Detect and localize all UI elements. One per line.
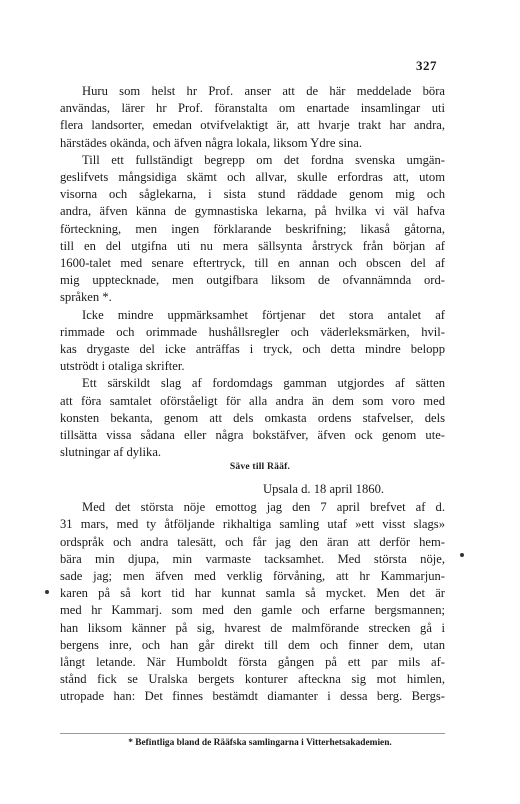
text-line: språken *. <box>60 290 112 305</box>
text-line: kas drygaste del icke anträffas i tryck, och detta mindre belopp <box>60 342 445 357</box>
text-line: andra, äfven känna de gymnastiska lekarna, på hvilka vi väl hafva <box>60 204 445 219</box>
text-line: Med det största nöje emottog jag den 7 april brefvet af d. <box>82 500 445 515</box>
text-line: förteckning, men ingen förklarande beskrifning; likaså gåtorna, <box>60 221 445 236</box>
text-line: med hr Kammarj. som med den gamle och erfarne bergsmannen; <box>60 603 445 618</box>
text-line: bergens inre, och han går direkt till dem och finner dem, utan <box>60 637 445 652</box>
text-line: geslifvets mångsidiga skämt och allvar, skulle erfordras att, utom <box>60 170 445 185</box>
text-line: utropade han: Det finnes bestämdt diamanter i dessa berg. Bergs- <box>60 689 445 704</box>
text-line: Huru som helst hr Prof. anser att de här meddelade böra <box>82 84 445 98</box>
text-line: mig upptecknade, men outgifbara liksom de ofvannämnda ord- <box>60 273 445 288</box>
text-line: användas, lärer hr Prof. föranstalta om enartade insamlingar uti <box>60 101 445 116</box>
text-line: ordspråk och andra talesätt, och får jag den äran att derför hem- <box>60 534 445 549</box>
text-line: 1600-talet med senare eftertryck, till en annan och obscen del af <box>60 256 445 271</box>
text-line: stånd fick se Uralska bergets konturer afteckna sig mot himlen, <box>60 672 445 687</box>
text-line: utströdt i otaliga skrifter. <box>60 359 185 374</box>
text-line: visorna och såglekarna, i sista stund räddade genom mig och <box>60 187 445 202</box>
ink-speck <box>45 590 49 594</box>
body-text-letter <box>60 482 445 706</box>
text-line: sade jag; men äfven med verklig förvåning, att hr Kammarjun- <box>60 569 445 584</box>
text-line: tillsätta vissa sådana eller några bokstäfver, äfven ock genom ute- <box>60 428 445 443</box>
ink-speck <box>460 553 464 557</box>
text-line: flera landsorter, emedan otvifvelaktigt är, att hvarje trakt har andra, <box>60 118 445 133</box>
page-number: 327 <box>416 58 437 73</box>
letter-heading: Säve till Rääf. <box>229 461 291 472</box>
body-text-top <box>60 83 445 461</box>
text-line: rimmade och orimmade hushållsregler och väderleksmärken, hvil- <box>60 324 445 339</box>
text-line: Ett särskildt slag af fordomdags gamman utgjordes af sätten <box>82 376 445 391</box>
text-line: 31 mars, med ty åtföljande rikhaltiga samling utaf »ett visst slags» <box>60 517 445 532</box>
text-line: att föra samtalet oförståeligt för alla andra än dem som voro med <box>60 393 445 408</box>
text-line: härstädes okända, och äfven några lokala, liksom Ydre sina. <box>60 135 363 150</box>
text-line: till en del utgifna uti nu mera sällsynta årstryck från början af <box>60 238 445 253</box>
letter-dateline: Upsala d. 18 april 1860. <box>263 482 385 496</box>
text-line: slutningar af dylika. <box>60 445 162 460</box>
text-line: han liksom känner på sig, hvarest de malmförande strecken gå i <box>60 620 445 635</box>
text-line: bära min djupa, min varmaste tacksamhet. Med största nöje, <box>60 551 445 566</box>
footnote-divider <box>60 733 445 734</box>
text-line: långt letande. När Humboldt första gången på ett par mils af- <box>60 655 445 670</box>
text-line: Till ett fullständigt begrepp om det fordna svenska umgän- <box>82 152 445 167</box>
text-line: konsten bekanta, genom att dels omkasta ordens stafvelser, dels <box>60 410 445 425</box>
text-line: karen på så kort tid har kunnat samla så mycket. Men det är <box>60 586 445 601</box>
text-line: Icke mindre uppmärksamhet förtjenar det stora antalet af <box>82 307 445 322</box>
footnote: * Befintliga bland de Rääfska samlingarna i Vitterhetsakademien. <box>128 738 392 748</box>
